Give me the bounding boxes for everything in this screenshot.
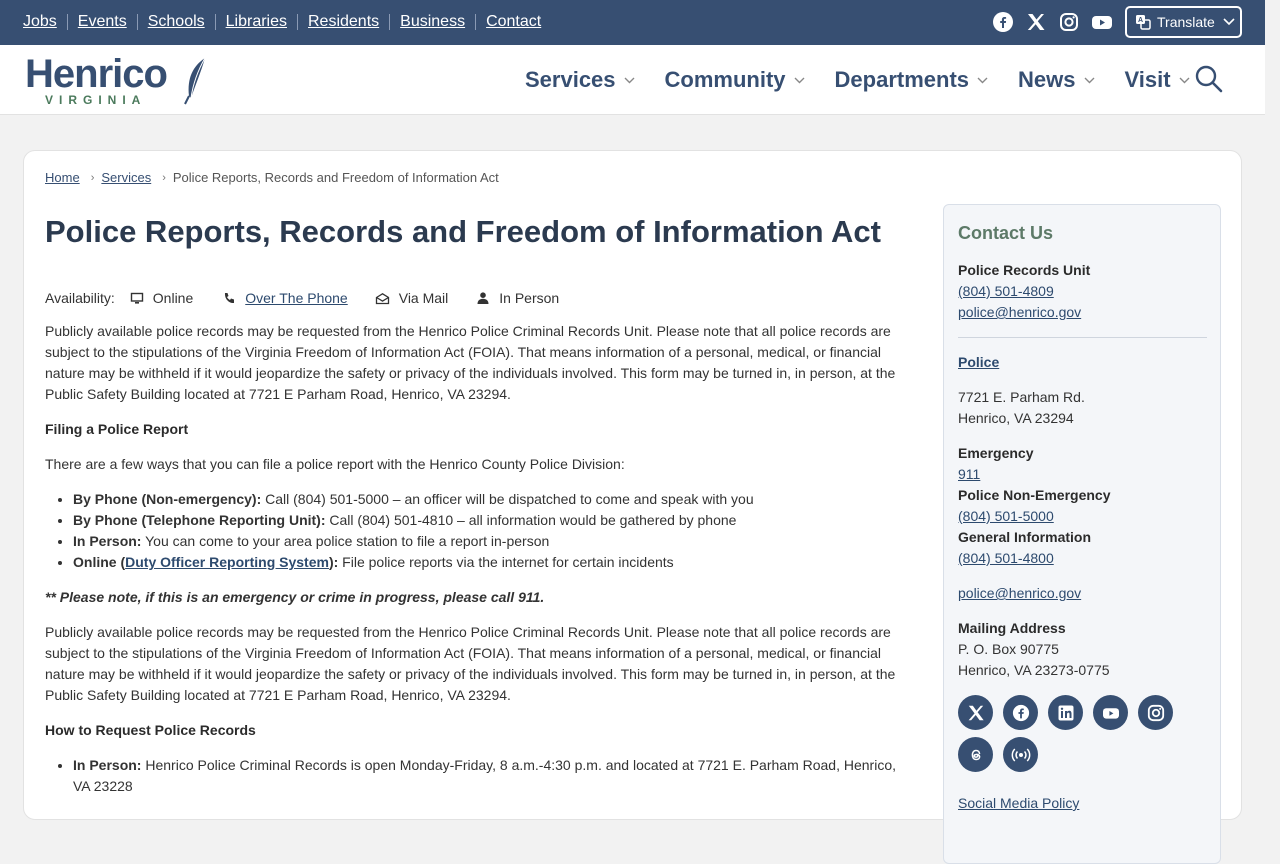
list-item-label-end: ):	[328, 554, 339, 570]
nav-services[interactable]	[525, 67, 635, 93]
chevron-down-icon	[794, 77, 805, 84]
general-info-phone[interactable]: (804) 501-4800	[958, 550, 1054, 566]
records-unit-name: Police Records Unit	[958, 262, 1091, 278]
instagram-icon[interactable]	[1138, 695, 1173, 730]
youtube-icon[interactable]	[1091, 11, 1113, 33]
sidebar-social-row-2	[958, 737, 1038, 772]
youtube-icon[interactable]	[1093, 695, 1128, 730]
divider	[475, 14, 476, 30]
linkedin-icon[interactable]	[1048, 695, 1083, 730]
main-nav	[525, 67, 1220, 93]
translate-icon	[1135, 14, 1151, 30]
nonemergency-phone[interactable]: (804) 501-5000	[958, 508, 1054, 524]
records-unit-email[interactable]: police@henrico.gov	[958, 304, 1082, 320]
list-item-label: By Phone (Telephone Reporting Unit):	[73, 512, 326, 528]
request-heading: How to Request Police Records	[45, 722, 256, 738]
main-header	[0, 45, 1265, 115]
availability-phone	[223, 290, 347, 306]
x-icon[interactable]	[958, 695, 993, 730]
mailing-block	[958, 618, 1110, 681]
henrico-logo[interactable]	[25, 54, 215, 109]
list-item-label: In Person:	[73, 757, 142, 773]
availability-person-label: In Person	[499, 290, 560, 306]
facebook-icon[interactable]	[1003, 695, 1038, 730]
list-item	[73, 510, 905, 531]
records-unit-phone[interactable]: (804) 501-4809	[958, 283, 1054, 299]
list-item-text: Call (804) 501-4810 – all information would be gathered by phone	[325, 512, 737, 528]
availability-person	[477, 290, 559, 306]
address-line-1: 7721 E. Parham Rd.	[958, 389, 1085, 405]
mailing-label: Mailing Address	[958, 620, 1066, 636]
content-card	[23, 150, 1242, 820]
address-line-2: Henrico, VA 23294	[958, 410, 1074, 426]
divider	[389, 14, 390, 30]
breadcrumb-separator-icon: ›	[90, 171, 95, 184]
mailing-line-1: P. O. Box 90775	[958, 641, 1059, 657]
nav-services-label: Services	[525, 67, 616, 92]
libraries-link[interactable]: Libraries	[225, 13, 287, 30]
nav-community[interactable]	[665, 67, 805, 93]
emergency-phone[interactable]: 911	[958, 466, 981, 482]
search-icon	[1195, 65, 1223, 93]
breadcrumb-home[interactable]: Home	[45, 170, 80, 185]
list-item	[73, 489, 905, 510]
breadcrumb-separator-icon: ›	[162, 171, 166, 184]
translate-label: Translate	[1157, 14, 1215, 30]
availability-mail-label: Via Mail	[398, 290, 449, 306]
email-block	[958, 583, 1081, 604]
list-item-label: By Phone (Non-emergency):	[73, 491, 262, 507]
availability-mail	[376, 290, 449, 306]
breadcrumb	[45, 170, 499, 185]
schools-link[interactable]: Schools	[147, 13, 205, 30]
records-paragraph: Publicly available police records may be requested from the Henrico Police Criminal Records Unit. Please note that all police records are subject to the stipulations of the Virginia Freedom of Information Act (FOIA). That means information of a personal, medical, or financial nature may be withheld if it would jeopardize the safety or privacy of the individuals involved. This form may be turned in, in person, at the Public Safety Building located at 7721 E Parham Road, Henrico, VA 23294.	[45, 624, 896, 703]
logo-name: Henrico	[25, 52, 167, 96]
mail-icon	[376, 293, 389, 304]
x-icon[interactable]	[1025, 11, 1047, 33]
police-dept-link[interactable]: Police	[958, 354, 1000, 370]
header-social-links	[992, 11, 1113, 33]
monitor-icon	[131, 293, 143, 304]
divider	[137, 14, 138, 30]
nav-departments[interactable]	[835, 67, 988, 93]
phone-block	[958, 443, 1111, 569]
events-link[interactable]: Events	[77, 13, 127, 30]
utility-bar	[0, 0, 1265, 45]
feather-icon	[183, 56, 209, 106]
article-body	[45, 321, 905, 811]
facebook-icon[interactable]	[992, 11, 1014, 33]
emergency-label: Emergency	[958, 445, 1034, 461]
list-item	[73, 755, 905, 797]
breadcrumb-services[interactable]: Services	[101, 170, 152, 185]
utility-links	[23, 13, 541, 31]
phone-icon	[223, 292, 235, 304]
jobs-link[interactable]: Jobs	[23, 13, 57, 30]
translate-button[interactable]	[1125, 6, 1242, 38]
nav-departments-label: Departments	[834, 67, 970, 92]
chevron-down-icon	[1084, 77, 1095, 84]
chevron-down-icon	[624, 77, 635, 84]
list-item	[73, 531, 905, 552]
nav-news-label: News	[1018, 67, 1076, 92]
nav-visit-label: Visit	[1124, 67, 1171, 92]
social-media-policy-link[interactable]: Social Media Policy	[958, 795, 1080, 811]
divider	[297, 14, 298, 30]
contact-title: Contact Us	[958, 223, 1054, 243]
divider	[215, 14, 216, 30]
podcast-icon[interactable]	[1003, 737, 1038, 772]
availability-label: Availability:	[45, 290, 115, 306]
list-item-label: Online (	[73, 554, 126, 570]
filing-list	[73, 489, 905, 573]
business-link[interactable]: Business	[400, 13, 466, 30]
police-block	[958, 352, 999, 373]
nav-news[interactable]	[1018, 67, 1094, 93]
divider	[67, 14, 68, 30]
list-item	[73, 552, 905, 573]
instagram-icon[interactable]	[1058, 11, 1080, 33]
chevron-down-icon	[1223, 18, 1235, 26]
svg-text:A: A	[1138, 17, 1144, 24]
sidebar-social-row	[958, 695, 1173, 730]
records-unit-block	[958, 260, 1090, 323]
chevron-down-icon	[1179, 77, 1190, 84]
filing-heading: Filing a Police Report	[45, 421, 189, 437]
list-item-text: File police reports via the internet for certain incidents	[338, 554, 674, 570]
list-item-text: Call (804) 501-5000 – an officer will be dispatched to come and speak with you	[261, 491, 754, 507]
list-item-text: Henrico Police Criminal Records is open Monday-Friday, 8 a.m.-4:30 p.m. and located at 7721 E. Parham Road, Henrico, VA 23228	[73, 757, 897, 794]
emergency-note: ** Please note, if this is an emergency or crime in progress, please call 911.	[45, 589, 545, 605]
nonemergency-label: Police Non-Emergency	[958, 487, 1111, 503]
nav-community-label: Community	[664, 67, 786, 92]
duty-officer-reporting-link[interactable]: Duty Officer Reporting System	[125, 554, 329, 570]
general-info-label: General Information	[958, 529, 1092, 545]
search-button[interactable]	[1195, 65, 1223, 93]
availability-online-label: Online	[152, 290, 194, 306]
person-icon	[477, 292, 489, 304]
contact-sidebar	[943, 204, 1221, 864]
over-the-phone-link[interactable]: Over The Phone	[245, 290, 348, 306]
filing-paragraph: There are a few ways that you can file a police report with the Henrico County Police Division:	[45, 456, 625, 472]
contact-link[interactable]: Contact	[486, 13, 542, 30]
logo-state: VIRGINIA	[45, 93, 147, 107]
page-title: Police Reports, Records and Freedom of Information Act	[45, 214, 881, 249]
nav-visit[interactable]	[1125, 67, 1190, 93]
divider	[958, 337, 1207, 338]
chevron-down-icon	[977, 77, 988, 84]
mailing-line-2: Henrico, VA 23273-0775	[958, 662, 1110, 678]
threads-icon[interactable]	[958, 737, 993, 772]
intro-paragraph: Publicly available police records may be requested from the Henrico Police Criminal Records Unit. Please note that all police records are subject to the stipulations of the Virginia Freedom of Information Act (FOIA). That means information of a personal, medical, or financial nature may be withheld if it would jeopardize the safety or privacy of the individuals involved. This form may be turned in, in person, at the Public Safety Building located at 7721 E Parham Road, Henrico, VA 23294.	[45, 323, 896, 402]
request-list	[73, 755, 905, 797]
availability-online	[131, 290, 193, 306]
police-email[interactable]: police@henrico.gov	[958, 585, 1082, 601]
list-item-label: In Person:	[73, 533, 142, 549]
breadcrumb-current: Police Reports, Records and Freedom of Information Act	[172, 170, 499, 185]
availability-row	[45, 290, 559, 306]
police-address	[958, 387, 1085, 429]
residents-link[interactable]: Residents	[308, 13, 380, 30]
list-item-text: You can come to your area police station to file a report in-person	[141, 533, 550, 549]
social-policy-block	[958, 793, 1079, 814]
